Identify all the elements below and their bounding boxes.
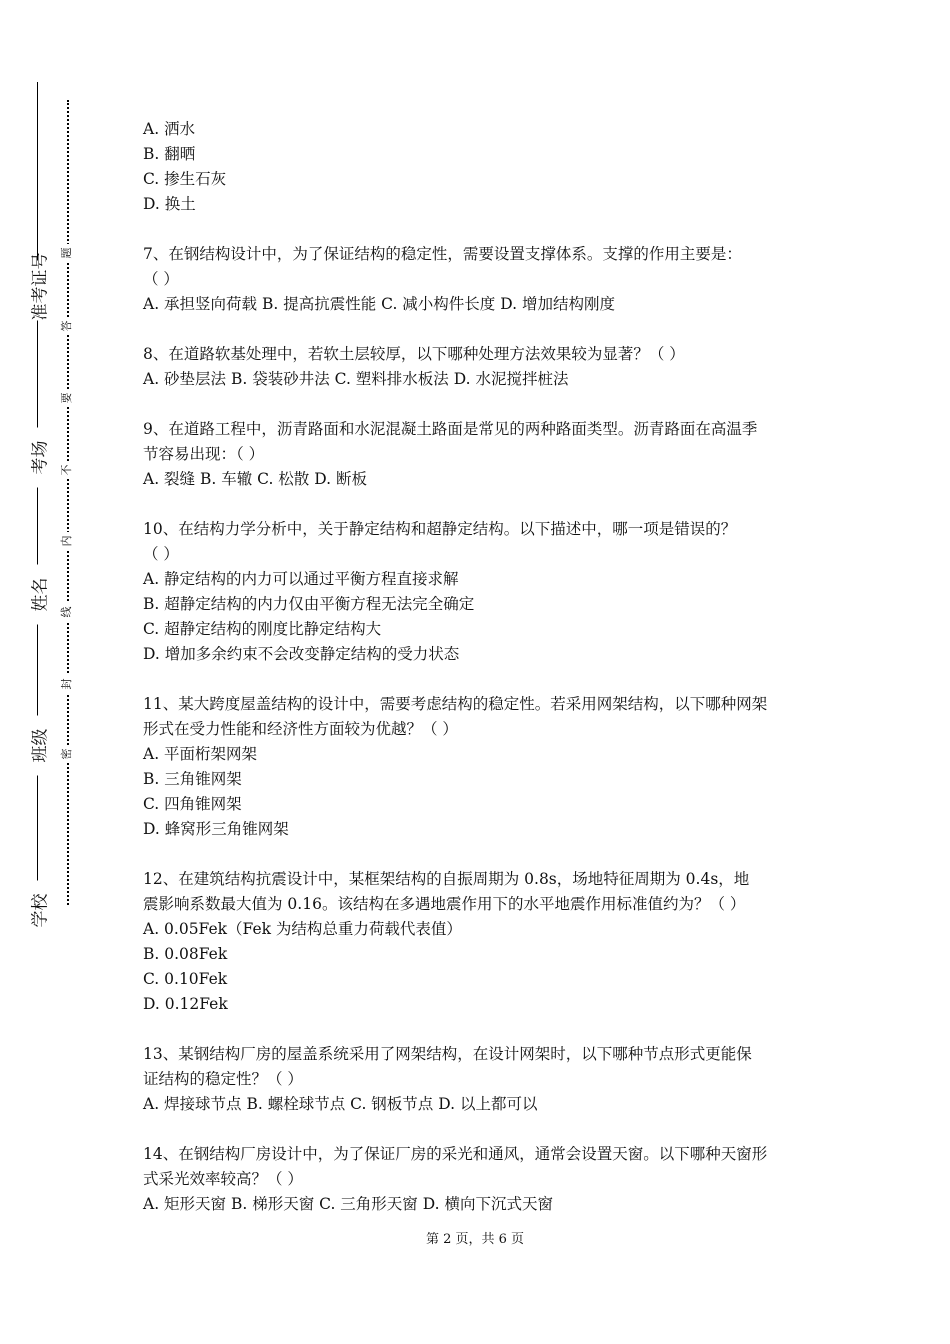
question-block-6-options	[143, 117, 818, 217]
question-stem: 9、在道路工程中，沥青路面和水泥混凝土路面是常见的两种路面类型。沥青路面在高温季	[143, 420, 758, 438]
seal-char: 线	[58, 603, 76, 621]
question-stem: 8、在道路软基处理中，若软土层较厚，以下哪种处理方法效果较为显著？（ ）	[143, 345, 685, 363]
question-7	[143, 242, 818, 317]
question-stem: 11、某大跨度屋盖结构的设计中，需要考虑结构的稳定性。若采用网架结构，以下哪种网架	[143, 695, 768, 713]
seal-char: 题	[58, 244, 76, 262]
question-stem: 10、在结构力学分析中，关于静定结构和超静定结构。以下描述中，哪一项是错误的？	[143, 520, 737, 538]
option-line: D. 增加多余约束不会改变静定结构的受力状态	[143, 645, 460, 663]
school-label: 学校	[26, 881, 51, 941]
option-line: C. 四角锥网架	[143, 795, 242, 813]
binding-solid-line	[37, 82, 38, 922]
question-stem: （ ）	[143, 270, 179, 288]
question-13	[143, 1042, 818, 1117]
seal-char: 内	[58, 532, 76, 550]
question-stem: 震影响系数最大值为 0.16。该结构在多遇地震作用下的水平地震作用标准值约为？（ ）	[143, 895, 746, 913]
option-line: C. 掺生石灰	[143, 170, 227, 188]
option-line: B. 0.08Fek	[143, 945, 228, 963]
question-12	[143, 867, 818, 1017]
exam-room-label: 考场	[26, 428, 51, 488]
page-number: 第 2 页，共 6 页	[425, 1232, 525, 1247]
option-line: A. 焊接球节点 B. 螺栓球节点 C. 钢板节点 D. 以上都可以	[143, 1095, 538, 1113]
question-stem: 式采光效率较高？（ ）	[143, 1170, 303, 1188]
seal-char: 密	[58, 745, 76, 763]
option-line: A. 洒水	[143, 120, 196, 138]
option-line: A. 矩形天窗 B. 梯形天窗 C. 三角形天窗 D. 横向下沉式天窗	[143, 1195, 553, 1213]
seal-char: 要	[58, 389, 76, 407]
option-line: C. 0.10Fek	[143, 970, 228, 988]
exam-id-label: 准考证号	[26, 261, 51, 321]
question-11	[143, 692, 818, 842]
question-stem: 14、在钢结构厂房设计中，为了保证厂房的采光和通风，通常会设置天窗。以下哪种天窗形	[143, 1145, 768, 1163]
question-stem: 12、在建筑结构抗震设计中，某框架结构的自振周期为 0.8s，场地特征周期为 0.4s，地	[143, 870, 750, 888]
option-line: A. 裂缝 B. 车辙 C. 松散 D. 断板	[143, 470, 367, 488]
option-line: B. 三角锥网架	[143, 770, 242, 788]
seal-char: 答	[58, 317, 76, 335]
question-stem: （ ）	[143, 545, 179, 563]
seal-char: 不	[58, 461, 76, 479]
question-stem: 13、某钢结构厂房的屋盖系统采用了网架结构，在设计网架时，以下哪种节点形式更能保	[143, 1045, 752, 1063]
option-line: B. 超静定结构的内力仅由平衡方程无法完全确定	[143, 595, 475, 613]
question-10	[143, 517, 818, 667]
option-line: C. 超静定结构的刚度比静定结构大	[143, 620, 382, 638]
question-stem: 证结构的稳定性？（ ）	[143, 1070, 303, 1088]
question-stem: 7、在钢结构设计中，为了保证结构的稳定性，需要设置支撑体系。支撑的作用主要是：	[143, 245, 742, 263]
option-line: B. 翻晒	[143, 145, 196, 163]
seal-dotted-line	[67, 100, 69, 905]
option-line: A. 0.05Fek（Fek 为结构总重力荷载代表值）	[143, 920, 462, 938]
option-line: D. 蜂窝形三角锥网架	[143, 820, 289, 838]
option-line: D. 0.12Fek	[143, 995, 228, 1013]
name-label: 姓名	[26, 565, 51, 625]
question-stem: 形式在受力性能和经济性方面较为优越？（ ）	[143, 720, 458, 738]
option-line: D. 换土	[143, 195, 196, 213]
seal-char: 封	[58, 675, 76, 693]
option-line: A. 砂垫层法 B. 袋装砂井法 C. 塑料排水板法 D. 水泥搅拌桩法	[143, 370, 569, 388]
question-14	[143, 1142, 818, 1217]
option-line: A. 平面桁架网架	[143, 745, 258, 763]
option-line: A. 静定结构的内力可以通过平衡方程直接求解	[143, 570, 459, 588]
question-9	[143, 417, 818, 492]
question-8	[143, 342, 818, 392]
question-content	[143, 117, 818, 1217]
option-line: A. 承担竖向荷载 B. 提高抗震性能 C. 减小构件长度 D. 增加结构刚度	[143, 295, 615, 313]
question-stem: 节容易出现：（ ）	[143, 445, 265, 463]
class-label: 班级	[26, 716, 51, 776]
binding-margin	[0, 0, 110, 1344]
